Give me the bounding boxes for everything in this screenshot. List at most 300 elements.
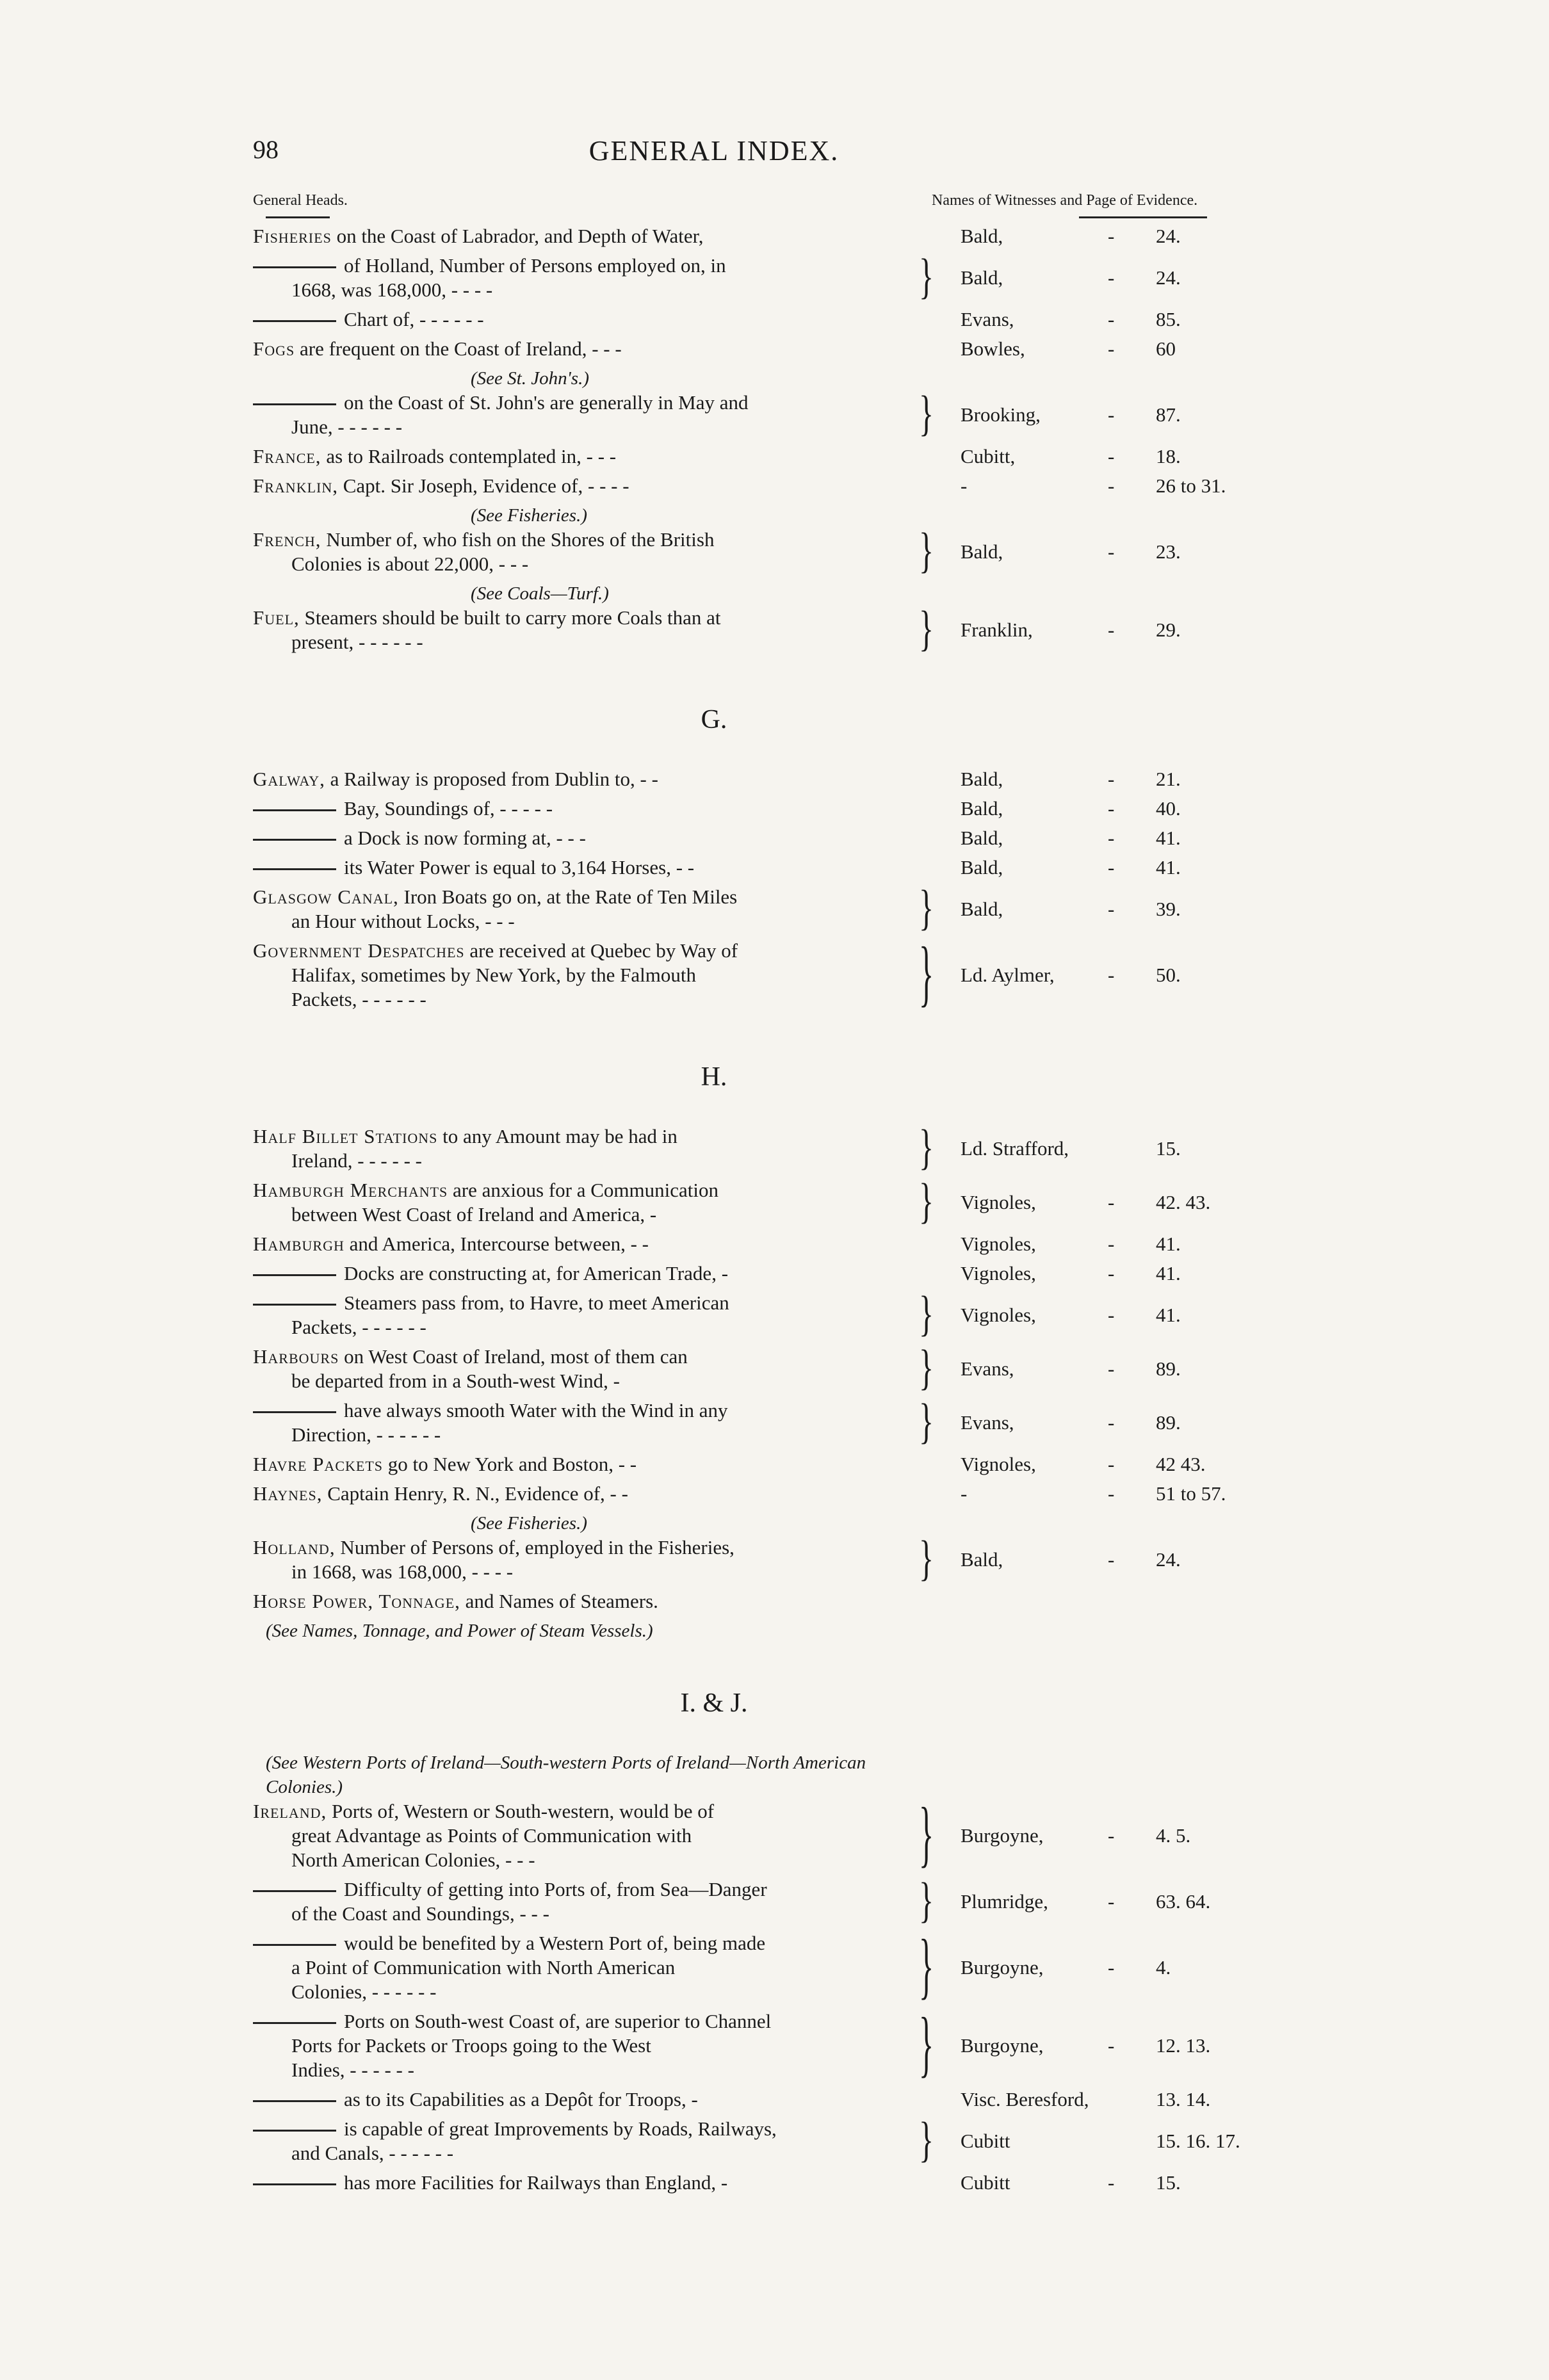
witness-name: Visc. Beresford,: [961, 2088, 1089, 2110]
entry-first-line: [253, 827, 586, 849]
cross-reference: (See Fisheries.): [471, 1513, 587, 1534]
entry-heading: Horse Power, Tonnage,: [253, 1590, 460, 1612]
entry-first-line: [253, 2171, 727, 2194]
witness-name: Vignoles,: [961, 1453, 1036, 1475]
entry-heading: Ireland,: [253, 1800, 327, 1822]
entry-description: Number of Persons of, employed in the Fisheries,: [340, 1536, 734, 1558]
entry-description: a Dock is now forming at, - - -: [344, 827, 586, 849]
entry-heading: Government Despatches: [253, 939, 465, 962]
entry-first-line: [253, 1536, 734, 1558]
entry-first-line: [253, 1800, 714, 1822]
entry-gap: [253, 2112, 1303, 2117]
evidence-pages: 87.: [1156, 403, 1181, 426]
evidence-pages: 24.: [1156, 266, 1181, 289]
index-entry: [253, 2171, 1303, 2195]
brace: }: [919, 1793, 934, 1875]
cross-reference: (See Fisheries.): [471, 505, 587, 526]
cross-reference: (See Western Ports of Ireland—South-western Ports of Ireland—North American Colonies.): [266, 1753, 866, 1797]
brace: }: [919, 1286, 934, 1341]
brace: }: [919, 1174, 934, 1229]
entry-description: of Holland, Number of Persons employed on, in: [344, 254, 726, 277]
entry-first-line: [253, 1125, 677, 1147]
entry-continuation: a Point of Communication with North American: [291, 1956, 676, 1979]
brace: }: [919, 1873, 934, 1928]
evidence-pages: 63. 64.: [1156, 1890, 1211, 1913]
entry-description: are anxious for a Communication: [453, 1179, 718, 1201]
entry-text: [253, 1398, 906, 1447]
witness-name: Bald,: [961, 1548, 1003, 1571]
leader-dash: -: [1108, 1890, 1115, 1913]
witness-name: Bald,: [961, 898, 1003, 920]
entry-gap: [253, 1227, 1303, 1232]
evidence-pages: 15. 16. 17.: [1156, 2130, 1240, 2152]
entry-description: is capable of great Improvements by Roads, Railways,: [344, 2117, 777, 2140]
index-entry: [253, 224, 1303, 248]
evidence-pages: 26 to 31.: [1156, 474, 1226, 497]
entry-description: would be benefited by a Western Port of, being made: [344, 1932, 766, 1954]
ditto-rule: [253, 2130, 336, 2132]
evidence-pages: 23.: [1156, 540, 1181, 563]
entry-first-line: [253, 1291, 729, 1314]
entry-gap: [253, 791, 1303, 797]
entry-continuation: in 1668, was 168,000, - - - -: [291, 1560, 514, 1583]
brace: }: [919, 1340, 934, 1395]
ditto-rule: [253, 2183, 336, 2185]
leader-dash: -: [1108, 1304, 1115, 1326]
evidence-pages: 39.: [1156, 898, 1181, 920]
entry-first-line: [253, 391, 749, 414]
entry-continuation: Colonies, - - - - - -: [291, 1980, 437, 2003]
entry-description: Ports on South-west Coast of, are superior to Channel: [344, 2010, 772, 2032]
entry-gap: [253, 361, 1303, 366]
brace: }: [919, 933, 934, 1015]
entry-heading: Havre Packets: [253, 1453, 383, 1475]
ditto-rule: [253, 1304, 336, 1306]
entry-text: [253, 444, 906, 469]
entry-text: [253, 1232, 906, 1256]
evidence-pages: 42 43.: [1156, 1453, 1206, 1475]
entry-text: [253, 474, 906, 498]
witness-name: Bowles,: [961, 337, 1025, 360]
cross-reference: (See St. John's.): [471, 368, 589, 389]
cross-reference: (See Names, Tonnage, and Power of Steam Vessels.): [266, 1621, 653, 1641]
entry-first-line: [253, 1482, 628, 1505]
index-page: [253, 128, 1303, 2200]
entry-gap: [253, 248, 1303, 254]
evidence-pages: 24.: [1156, 1548, 1181, 1571]
section-h: [253, 1120, 1303, 1643]
index-entry: [253, 444, 1303, 469]
entry-continuation: present, - - - - - -: [291, 631, 423, 653]
entry-text: [253, 254, 906, 302]
ditto-rule: [253, 1890, 336, 1892]
index-entry: [253, 797, 1303, 821]
leader-dash: -: [1108, 337, 1115, 360]
entry-text: [253, 855, 906, 880]
ditto-rule: [253, 809, 336, 811]
entry-text: [253, 307, 906, 332]
entry-heading: Fogs: [253, 337, 295, 360]
index-entry: [253, 1531, 1303, 1586]
entry-description: on the Coast of Labrador, and Depth of Water,: [336, 225, 704, 247]
witness-name: Bald,: [961, 540, 1003, 563]
cross-reference: (See Coals—Turf.): [471, 583, 609, 604]
index-entry: [253, 855, 1303, 880]
entry-heading: France,: [253, 445, 321, 467]
witness-name: Bald,: [961, 797, 1003, 820]
entry-continuation: June, - - - - - -: [291, 416, 403, 438]
entry-text: [253, 939, 906, 1012]
entry-gap: [253, 2004, 1303, 2009]
witness-name: Evans,: [961, 308, 1014, 330]
entry-description: to any Amount may be had in: [442, 1125, 677, 1147]
evidence-pages: 15.: [1156, 1137, 1181, 1160]
entry-first-line: [253, 856, 694, 878]
entry-first-line: [253, 606, 721, 629]
entry-description: Steamers should be built to carry more Coals than at: [304, 606, 721, 629]
entry-text: [253, 2171, 906, 2195]
brace: }: [919, 2112, 934, 2167]
entry-description: Ports of, Western or South-western, would be of: [332, 1800, 715, 1822]
entry-first-line: [253, 939, 738, 962]
column-heads: [253, 186, 1303, 224]
leader-dash: -: [1108, 1453, 1115, 1475]
witness-name: Bald,: [961, 225, 1003, 247]
evidence-pages: 15.: [1156, 2171, 1181, 2194]
leader-dash: -: [1108, 266, 1115, 289]
index-entry: [253, 2112, 1303, 2167]
leader-dash: -: [1108, 225, 1115, 247]
leader-dash: -: [1108, 964, 1115, 986]
section-g: [253, 767, 1303, 1017]
evidence-pages: 50.: [1156, 964, 1181, 986]
ditto-rule: [253, 266, 336, 268]
brace: }: [919, 601, 934, 656]
entry-description: Iron Boats go on, at the Rate of Ten Miles: [403, 886, 738, 908]
entry-gap: [253, 1477, 1303, 1482]
index-entry: [253, 1452, 1303, 1477]
index-entry: [253, 826, 1303, 850]
brace: }: [919, 1925, 934, 2007]
entry-gap: [253, 1340, 1303, 1345]
entry-text: [253, 1345, 906, 1393]
entry-gap: [253, 1506, 1303, 1511]
entry-gap: [253, 1584, 1303, 1589]
leader-dash: -: [1108, 403, 1115, 426]
witness-name: Ld. Strafford,: [961, 1137, 1069, 1160]
evidence-pages: 89.: [1156, 1411, 1181, 1434]
section-letter-h: H.: [701, 1062, 727, 1092]
ditto-rule: [253, 1944, 336, 1946]
entry-continuation: of the Coast and Soundings, - - -: [291, 1902, 549, 1925]
entry-text: [253, 2117, 906, 2165]
entry-description: as to its Capabilities as a Depôt for Troops, -: [344, 2088, 698, 2110]
entry-text: [253, 391, 906, 439]
leader-dash: -: [1108, 797, 1115, 820]
entry-continuation: North American Colonies, - - -: [291, 1849, 535, 1871]
entry-gap: [253, 1286, 1303, 1291]
running-title: GENERAL INDEX.: [588, 135, 839, 166]
entry-gap: [253, 332, 1303, 337]
entry-continuation: Ireland, - - - - - -: [291, 1149, 422, 1172]
entry-first-line: [253, 1345, 688, 1368]
entry-gap: [253, 934, 1303, 939]
evidence-pages: 89.: [1156, 1357, 1181, 1380]
entry-gap: [253, 1872, 1303, 1877]
entry-text: [253, 1589, 906, 1614]
leader-dash: -: [1108, 1482, 1115, 1505]
index-entry: [253, 1286, 1303, 1341]
entry-description: and Names of Steamers.: [465, 1590, 658, 1612]
entry-text: [253, 885, 906, 934]
entry-description: are received at Quebec by Way of: [469, 939, 738, 962]
leader-dash: -: [1108, 2034, 1115, 2057]
entry-continuation: and Canals, - - - - - -: [291, 2142, 454, 2164]
entry-text: [253, 767, 906, 791]
entry-text: [253, 2009, 906, 2082]
ditto-rule: [253, 320, 336, 322]
entry-gap: [253, 2195, 1303, 2200]
index-entry: [253, 1261, 1303, 1286]
entry-first-line: [253, 1453, 637, 1475]
evidence-pages: 41.: [1156, 1304, 1181, 1326]
witness-name: Bald,: [961, 266, 1003, 289]
evidence-pages: 21.: [1156, 768, 1181, 790]
leader-dash: -: [1108, 2171, 1115, 2194]
index-entry: [253, 933, 1303, 1015]
evidence-pages: 51 to 57.: [1156, 1482, 1226, 1505]
index-entry: [253, 1120, 1303, 1175]
index-entry: [253, 2004, 1303, 2085]
witness-name: Vignoles,: [961, 1304, 1036, 1326]
brace: }: [919, 880, 934, 935]
index-entry: [253, 1482, 1303, 1506]
entry-continuation: great Advantage as Points of Communication with: [291, 1824, 692, 1847]
entry-continuation: Packets, - - - - - -: [291, 988, 426, 1010]
ditto-rule: [253, 1411, 336, 1413]
ditto-rule: [253, 839, 336, 841]
index-entry: [253, 1232, 1303, 1256]
entry-gap: [253, 1447, 1303, 1452]
entry-text: [253, 1482, 906, 1506]
section-letter-ij: I. & J.: [680, 1688, 748, 1718]
entry-description: on the Coast of St. John's are generally in May and: [344, 391, 749, 414]
witness-name: Evans,: [961, 1411, 1014, 1434]
ditto-rule: [253, 2022, 336, 2024]
entry-text: [253, 1291, 906, 1340]
index-entry: [253, 1925, 1303, 2007]
evidence-pages: 41.: [1156, 827, 1181, 849]
index-entry: [253, 307, 1303, 332]
entry-gap: [253, 1012, 1303, 1017]
evidence-pages: 41.: [1156, 1233, 1181, 1255]
index-entry: [253, 1340, 1303, 1395]
entry-continuation: Colonies is about 22,000, - - -: [291, 553, 529, 575]
entry-first-line: [253, 2117, 777, 2140]
entry-first-line: [253, 337, 622, 360]
entry-first-line: [253, 225, 704, 247]
evidence-pages: 42. 43.: [1156, 1191, 1211, 1213]
witness-name: Brooking,: [961, 403, 1041, 426]
evidence-pages: 60: [1156, 337, 1176, 360]
evidence-pages: 18.: [1156, 445, 1181, 467]
entry-first-line: [253, 768, 658, 790]
leader-dash: -: [1108, 1233, 1115, 1255]
index-entry: [253, 2087, 1303, 2112]
evidence-pages: 13. 14.: [1156, 2088, 1211, 2110]
entry-heading: Fuel,: [253, 606, 300, 629]
brace: }: [919, 1120, 934, 1175]
entry-description: Bay, Soundings of, - - - - -: [344, 797, 553, 820]
witness-name: Cubitt: [961, 2130, 1010, 2152]
evidence-pages: 41.: [1156, 856, 1181, 878]
witness-name: Vignoles,: [961, 1191, 1036, 1213]
entry-text: [253, 224, 906, 248]
witness-name: Ld. Aylmer,: [961, 964, 1055, 986]
entry-first-line: [253, 1179, 718, 1201]
witness-name: Cubitt,: [961, 445, 1016, 467]
evidence-pages: 12. 13.: [1156, 2034, 1211, 2057]
index-entry: [253, 601, 1303, 656]
entry-description: Docks are constructing at, for American Trade, -: [344, 1262, 729, 1284]
entry-text: [253, 826, 906, 850]
entry-text: [253, 1931, 906, 2004]
brace: }: [919, 2004, 934, 2085]
leader-dash: -: [1108, 898, 1115, 920]
entry-gap: [253, 2165, 1303, 2171]
entry-description: as to Railroads contemplated in, - - -: [326, 445, 617, 467]
entry-first-line: [253, 1878, 767, 1900]
entry-heading: Glasgow Canal,: [253, 886, 399, 908]
leader-dash: -: [1108, 540, 1115, 563]
entry-heading: Haynes,: [253, 1482, 323, 1505]
leader-dash: -: [1108, 856, 1115, 878]
entry-first-line: [253, 886, 737, 908]
entry-text: [253, 1261, 906, 1286]
entry-description: are frequent on the Coast of Ireland, - - -: [300, 337, 622, 360]
entry-gap: [253, 576, 1303, 581]
entry-first-line: [253, 2088, 698, 2110]
entry-continuation: an Hour without Locks, - - -: [291, 910, 515, 932]
entry-first-line: [253, 254, 726, 277]
brace: }: [919, 249, 934, 304]
entry-first-line: [253, 797, 553, 820]
brace: }: [919, 1394, 934, 1449]
entry-first-line: [253, 2010, 771, 2032]
entry-first-line: [253, 445, 616, 467]
ditto-rule: [253, 403, 336, 405]
entry-continuation: Halifax, sometimes by New York, by the Falmouth: [291, 964, 697, 986]
page-header: [253, 128, 1303, 186]
evidence-pages: 41.: [1156, 1262, 1181, 1284]
entry-gap: [253, 1256, 1303, 1261]
leader-dash: -: [1108, 827, 1115, 849]
section-letter-g: G.: [701, 705, 727, 734]
ditto-rule: [253, 1274, 336, 1276]
entry-description: its Water Power is equal to 3,164 Horses, - -: [344, 856, 695, 878]
leader-dash: -: [1108, 1824, 1115, 1847]
column-head-witnesses: Names of Witnesses and Page of Evidence.: [932, 192, 1198, 209]
leader-dash: -: [1108, 1956, 1115, 1979]
entry-text: [253, 2087, 906, 2112]
entry-description: Difficulty of getting into Ports of, from Sea—Danger: [344, 1878, 767, 1900]
entry-heading: Galway,: [253, 768, 325, 790]
entry-heading: Fisheries: [253, 225, 332, 247]
entry-continuation: Packets, - - - - - -: [291, 1316, 426, 1338]
brace: }: [919, 1531, 934, 1586]
witness-name: Bald,: [961, 768, 1003, 790]
entry-continuation: between West Coast of Ireland and America, -: [291, 1203, 657, 1226]
entry-gap: [253, 1614, 1303, 1619]
witness-name: -: [961, 474, 968, 497]
entry-gap: [253, 821, 1303, 826]
index-entry: [253, 523, 1303, 578]
entry-first-line: [253, 1590, 658, 1612]
entry-text: [253, 1178, 906, 1227]
column-head-general-heads: General Heads.: [253, 192, 348, 209]
evidence-pages: 4.: [1156, 1956, 1171, 1979]
entry-gap: [253, 654, 1303, 660]
entry-first-line: [253, 474, 629, 497]
section-ij: [253, 1793, 1303, 2200]
index-entry: [253, 767, 1303, 791]
section-f: [253, 224, 1303, 660]
entry-description: Steamers pass from, to Havre, to meet American: [344, 1291, 729, 1314]
entry-continuation: Ports for Packets or Troops going to the West: [291, 2034, 651, 2057]
entry-text: [253, 1452, 906, 1477]
entry-heading: Harbours: [253, 1345, 339, 1368]
leader-dash: -: [1108, 1262, 1115, 1284]
entry-description: a Railway is proposed from Dublin to, - -: [330, 768, 658, 790]
leader-dash: -: [1108, 1548, 1115, 1571]
entry-description: and America, Intercourse between, - -: [349, 1233, 649, 1255]
witness-name: Cubitt: [961, 2171, 1010, 2194]
witness-name: Bald,: [961, 856, 1003, 878]
entry-heading: Franklin,: [253, 474, 338, 497]
entry-gap: [253, 850, 1303, 855]
witness-name: Vignoles,: [961, 1233, 1036, 1255]
entry-text: [253, 337, 906, 361]
entry-first-line: [253, 308, 484, 330]
entry-heading: French,: [253, 528, 321, 551]
witness-name: Burgoyne,: [961, 1956, 1044, 1979]
leader-dash: -: [1108, 445, 1115, 467]
entry-first-line: [253, 1262, 728, 1284]
witness-name: Bald,: [961, 827, 1003, 849]
entry-text: [253, 1535, 906, 1584]
entry-description: Chart of, - - - - - -: [344, 308, 484, 330]
entry-heading: Half Billet Stations: [253, 1125, 438, 1147]
index-entry: [253, 1793, 1303, 1875]
entry-continuation: 1668, was 168,000, - - - -: [291, 279, 493, 301]
entry-gap: [253, 1926, 1303, 1931]
evidence-pages: 85.: [1156, 308, 1181, 330]
entry-gap: [253, 498, 1303, 503]
index-entry: [253, 1589, 1303, 1614]
entry-first-line: [253, 1399, 728, 1421]
index-entry: [253, 1873, 1303, 1928]
entry-description: has more Facilities for Railways than England, -: [344, 2171, 728, 2194]
entry-first-line: [253, 528, 714, 551]
leader-dash: -: [1108, 474, 1115, 497]
witness-name: Burgoyne,: [961, 2034, 1044, 2057]
witness-name: Franklin,: [961, 619, 1033, 641]
witness-name: -: [961, 1482, 968, 1505]
entry-text: [253, 606, 906, 654]
brace: }: [919, 523, 934, 578]
leader-dash: -: [1108, 308, 1115, 330]
index-entry: [253, 1174, 1303, 1229]
